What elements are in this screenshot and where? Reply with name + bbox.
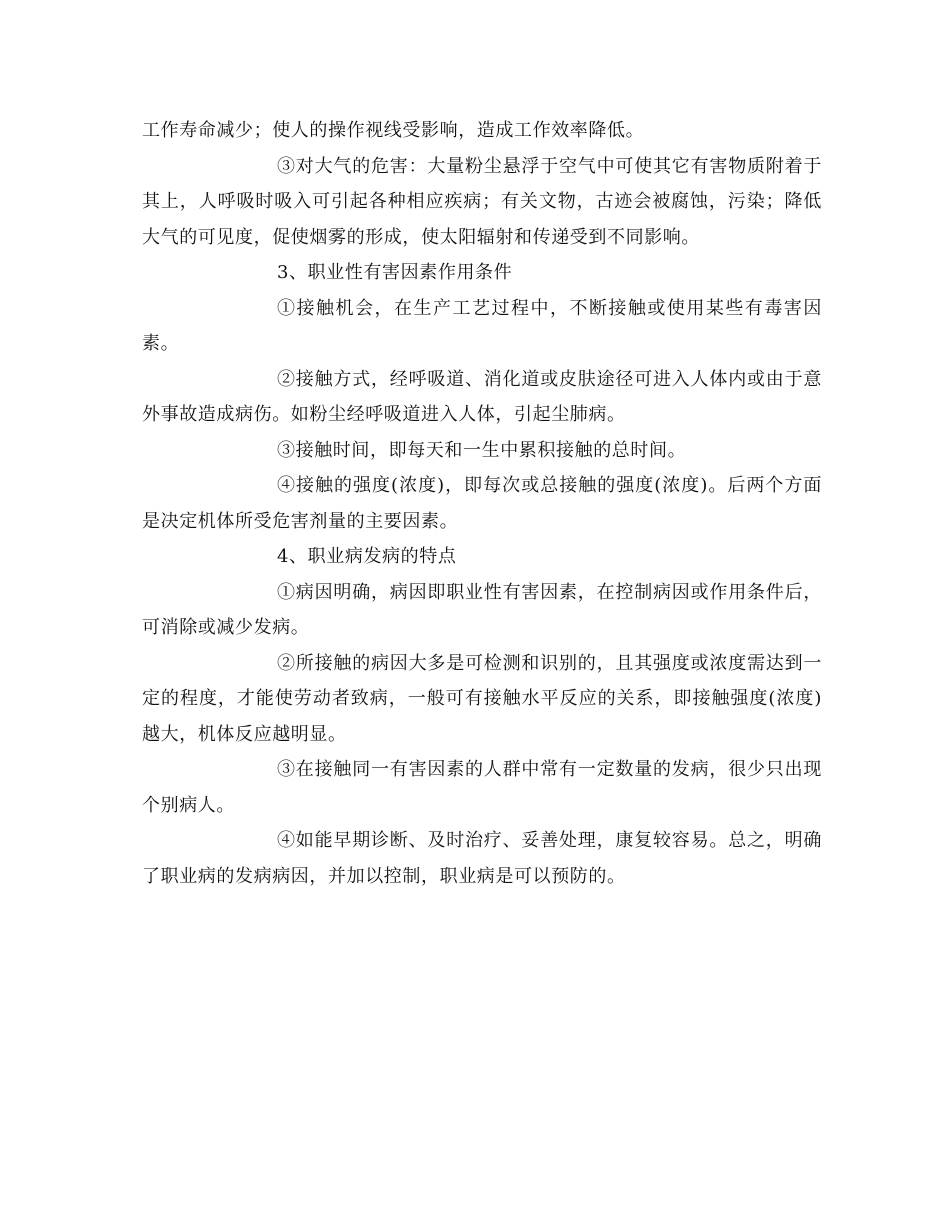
paragraph-exposure-intensity: ④接触的强度(浓度)，即每次或总接触的强度(浓度)。后两个方面是决定机体所受危害剂量的主要因素。 [142,475,822,532]
document-body [142,113,822,894]
paragraph-early-diagnosis: ④如能早期诊断、及时治疗、妥善处理，康复较容易。总之，明确了职业病的发病病因，并加以控制，职业病是可以预防的。 [142,830,822,887]
paragraph-detectable-cause: ②所接触的病因大多是可检测和识别的，且其强度或浓度需达到一定的程度，才能使劳动者致病，一般可有接触水平反应的关系，即接触强度(浓度)越大，机体反应越明显。 [142,652,822,745]
section-heading-3: 3、职业性有害因素作用条件 [277,262,513,283]
section-heading-4: 4、职业病发病的特点 [277,546,457,567]
paragraph-exposure-time: ③接触时间，即每天和一生中累积接触的总时间。 [277,439,687,461]
paragraph-group-incidence: ③在接触同一有害因素的人群中常有一定数量的发病，很少只出现个别病人。 [142,759,822,816]
paragraph-clear-cause: ①病因明确，病因即职业性有害因素，在控制病因或作用条件后，可消除或减少发病。 [142,581,822,638]
paragraph-continuation: 工作寿命减少；使人的操作视线受影响，造成工作效率降低。 [142,120,645,141]
paragraph-exposure-route: ②接触方式，经呼吸道、消化道或皮肤途径可进入人体内或由于意外事故造成病伤。如粉尘经呼吸道进入人体，引起尘肺病。 [142,368,822,425]
paragraph-exposure-opportunity: ①接触机会，在生产工艺过程中，不断接触或使用某些有毒害因素。 [142,297,822,354]
paragraph-atmosphere-hazard: ③对大气的危害：大量粉尘悬浮于空气中可使其它有害物质附着于其上，人呼吸时吸入可引起各种相应疾病；有关文物，古迹会被腐蚀，污染；降低大气的可见度，促使烟雾的形成，使太阳辐射和传递受到不同影响。 [142,155,822,248]
